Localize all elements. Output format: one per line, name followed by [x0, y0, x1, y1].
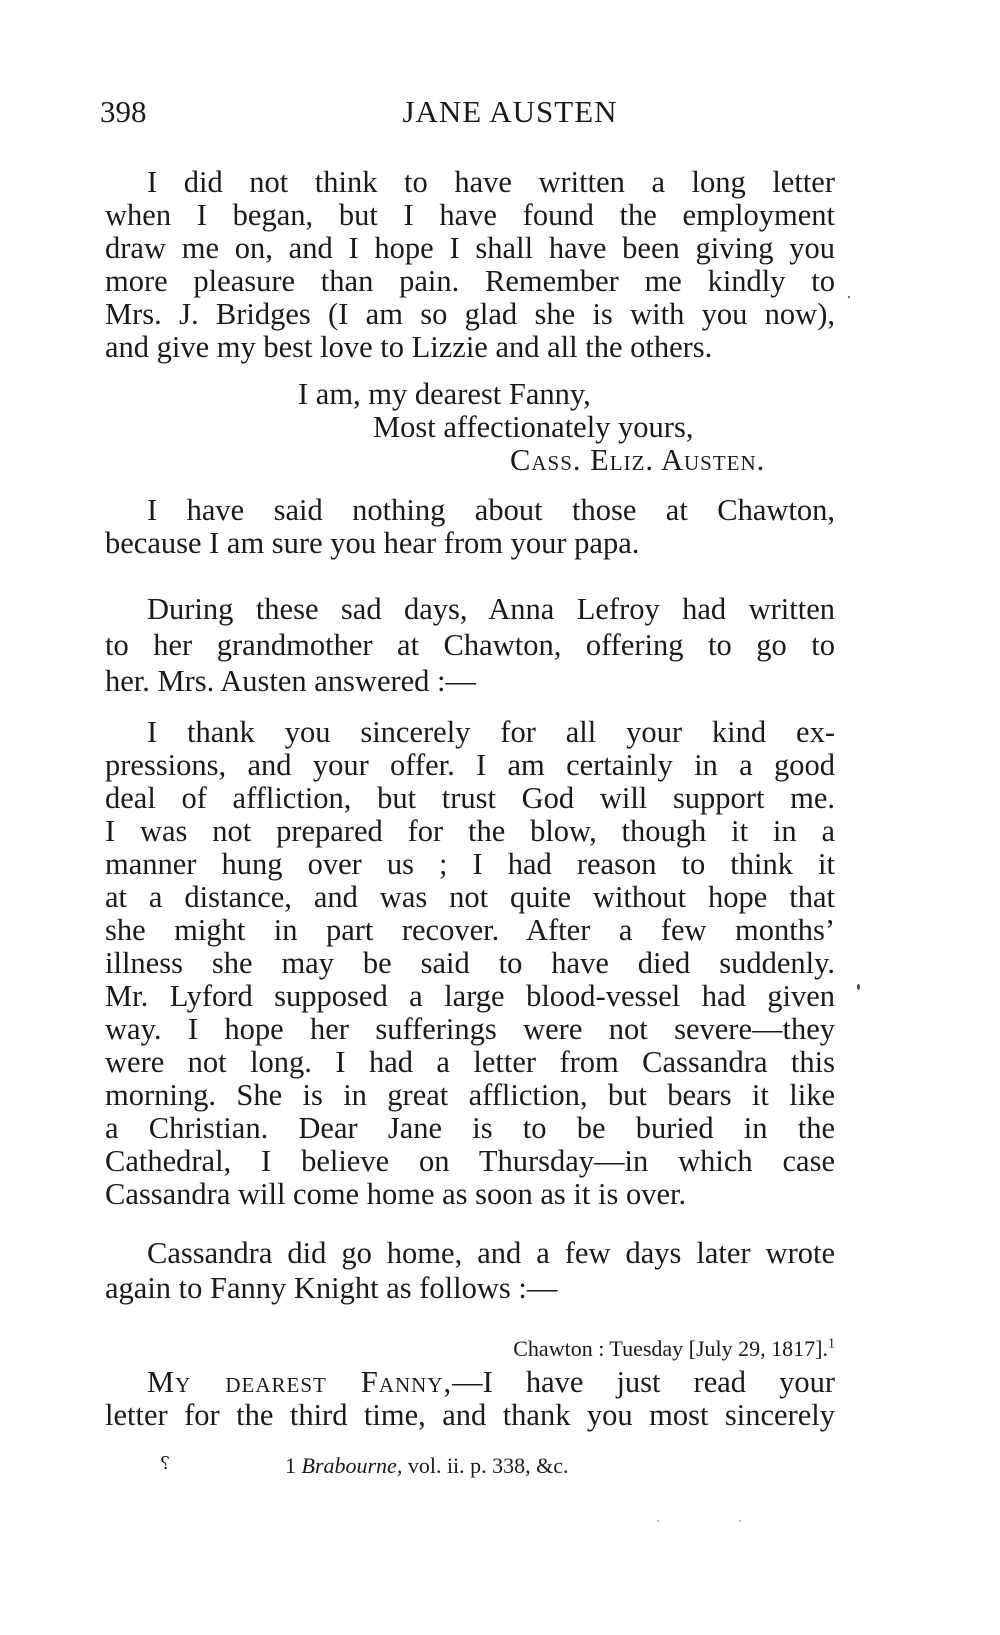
letter2-line: Cassandra will come home as soon as it is over.: [105, 1177, 687, 1211]
letter2-line: morning. She is in great affliction, but bears it like: [105, 1078, 835, 1112]
footnote-rest: vol. ii. p. 338, &c.: [402, 1453, 569, 1478]
narrative-line: During these sad days, Anna Lefroy had written: [147, 592, 835, 626]
dateline-text: Chawton : Tuesday [July 29, 1817].: [513, 1336, 828, 1361]
footnote: [285, 1453, 569, 1479]
narrative-line: again to Fanny Knight as follows :—: [105, 1271, 558, 1305]
print-speck: [739, 1520, 741, 1522]
letter1-postscript-line: because I am sure you hear from your papa.: [105, 526, 640, 560]
narrative-line: her. Mrs. Austen answered :—: [105, 664, 477, 698]
letter2-line: deal of affliction, but trust God will support me.: [105, 781, 835, 815]
letter2-line: Cathedral, I believe on Thursday—in which case: [105, 1144, 835, 1178]
running-title: JANE AUSTEN: [402, 94, 618, 129]
letter1-postscript-line: I have said nothing about those at Chawton,: [147, 493, 835, 527]
letter1-closing: I am, my dearest Fanny,: [298, 377, 591, 411]
letter2-line: illness she may be said to have died suddenly.: [105, 946, 835, 980]
letter2-line: a Christian. Dear Jane is to be buried in the: [105, 1111, 835, 1145]
print-speck: [848, 296, 850, 298]
letter1-line: Mrs. J. Bridges (I am so glad she is with you now),: [105, 297, 835, 331]
footnote-number: 1: [285, 1453, 296, 1478]
letter2-line: at a distance, and was not quite without hope that: [105, 880, 835, 914]
letter1-line: more pleasure than pain. Remember me kindly to: [105, 264, 835, 298]
letter2-line: manner hung over us ; I had reason to think it: [105, 847, 835, 881]
letter1-line: I did not think to have written a long letter: [147, 165, 835, 199]
letter1-line: and give my best love to Lizzie and all the others.: [105, 330, 713, 364]
letter2-line: she might in part recover. After a few months’: [105, 913, 835, 947]
letter2-line: were not long. I had a letter from Cassandra this: [105, 1045, 835, 1079]
letter2-line: pressions, and your offer. I am certainly in a good: [105, 748, 835, 782]
salutation: My dearest Fanny,: [147, 1365, 453, 1399]
page-number: 398: [100, 94, 147, 129]
footnote-ref: 1: [828, 1336, 835, 1352]
letter3-opening-line: [105, 1366, 835, 1399]
letter3-dateline: [513, 1336, 835, 1362]
letter2-line: I was not prepared for the blow, though it in a: [105, 814, 835, 848]
print-speck: [857, 984, 860, 990]
letter1-line: when I began, but I have found the employment: [105, 198, 835, 232]
narrative-line: Cassandra did go home, and a few days later wrote: [147, 1236, 835, 1270]
letter1-signature: Cass. Eliz. Austen.: [510, 443, 766, 477]
print-speck: [657, 1520, 659, 1522]
letter3-line: letter for the third time, and thank you most sincerely: [105, 1398, 835, 1432]
letter2-line: I thank you sincerely for all your kind ex-: [147, 715, 835, 749]
footnote-source: Brabourne,: [301, 1453, 403, 1478]
letter1-line: draw me on, and I hope I shall have been giving you: [105, 231, 835, 265]
letter3-line1-rest: —I have just read your: [452, 1365, 835, 1399]
letter1-valediction: Most affectionately yours,: [373, 410, 694, 444]
letter2-line: way. I hope her sufferings were not severe—they: [105, 1012, 835, 1046]
narrative-line: to her grandmother at Chawton, offering to go to: [105, 628, 835, 662]
letter2-line: Mr. Lyford supposed a large blood-vessel had given: [105, 979, 835, 1013]
footnote-stray-mark: ⸮: [160, 1453, 170, 1473]
